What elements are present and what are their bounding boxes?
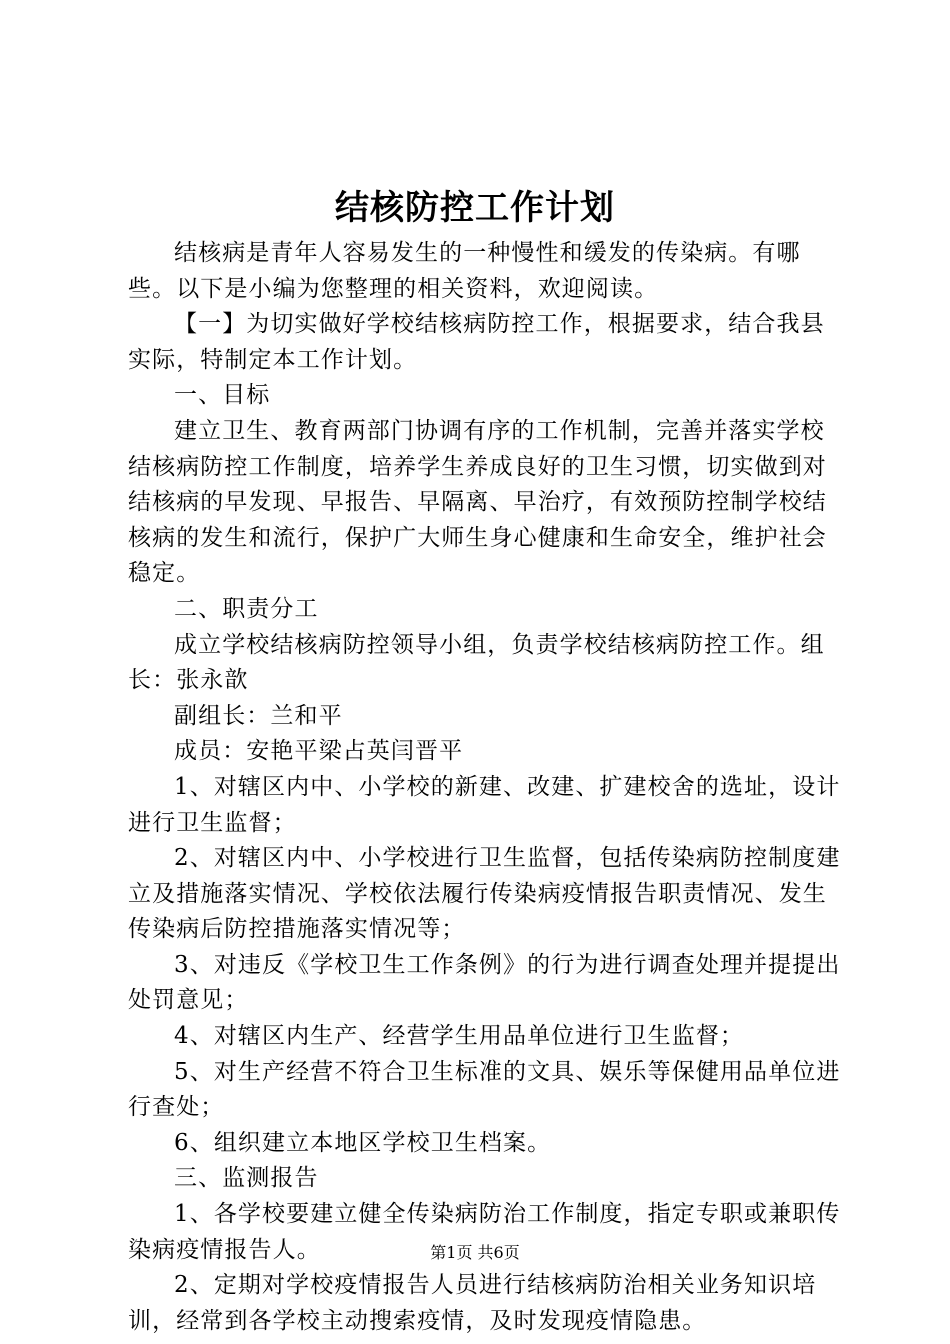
paragraph-leadership-group: 成立学校结核病防控领导小组，负责学校结核病防控工作。组长：张永歆	[128, 631, 825, 694]
document-body	[128, 236, 844, 1339]
paragraph-goal: 建立卫生、教育两部门协调有序的工作机制，完善并落实学校结核病防控工作制度，培养学生养成良好的卫生习惯，切实做到对结核病的早发现、早报告、早隔离、早治疗，有效预防控制学校结核病的发生和流行，保护广大师生身心健康和生命安全，维护社会稳定。	[128, 417, 827, 587]
list-item-duty-6: 6、组织建立本地区学校卫生档案。	[174, 1129, 552, 1156]
list-item-duty-5: 5、对生产经营不符合卫生标准的文具、娱乐等保健用品单位进行查处；	[128, 1058, 841, 1121]
paragraph-members: 成员：安艳平梁占英闫晋平	[174, 738, 464, 765]
list-item-duty-3: 3、对违反《学校卫生工作条例》的行为进行调查处理并提提出处罚意见；	[128, 951, 841, 1014]
section-heading-duties: 二、职责分工	[174, 595, 319, 622]
page-number-footer: 第1页 共6页	[430, 1243, 520, 1262]
paragraph-intro: 结核病是青年人容易发生的一种慢性和缓发的传染病。有哪些。以下是小编为您整理的相关资料，欢迎阅读。	[128, 240, 801, 302]
list-item-monitoring-1: 1、各学校要建立健全传染病防治工作制度，指定专职或兼职传染病疫情报告人。	[128, 1201, 841, 1263]
list-item-monitoring-2: 2、定期对学校疫情报告人员进行结核病防治相关业务知识培训，经常到各学校主动搜索疫情，及时发现疫情隐患。	[128, 1272, 817, 1334]
paragraph-deputy-leader: 副组长：兰和平	[174, 702, 343, 729]
list-item-duty-1: 1、对辖区内中、小学校的新建、改建、扩建校舍的选址，设计进行卫生监督；	[128, 773, 841, 836]
section-heading-goal: 一、目标	[174, 382, 271, 409]
page-title: 结核防控工作计划	[335, 188, 615, 228]
section-heading-monitoring: 三、监测报告	[174, 1165, 319, 1192]
list-item-duty-4: 4、对辖区内生产、经营学生用品单位进行卫生监督；	[174, 1023, 745, 1050]
paragraph-purpose: 【一】为切实做好学校结核病防控工作，根据要求，结合我县实际，特制定本工作计划。	[128, 311, 825, 373]
list-item-duty-2: 2、对辖区内中、小学校进行卫生监督，包括传染病防控制度建立及措施落实情况、学校依法履行传染病疫情报告职责情况、发生传染病后防控措施落实情况等；	[128, 845, 841, 943]
